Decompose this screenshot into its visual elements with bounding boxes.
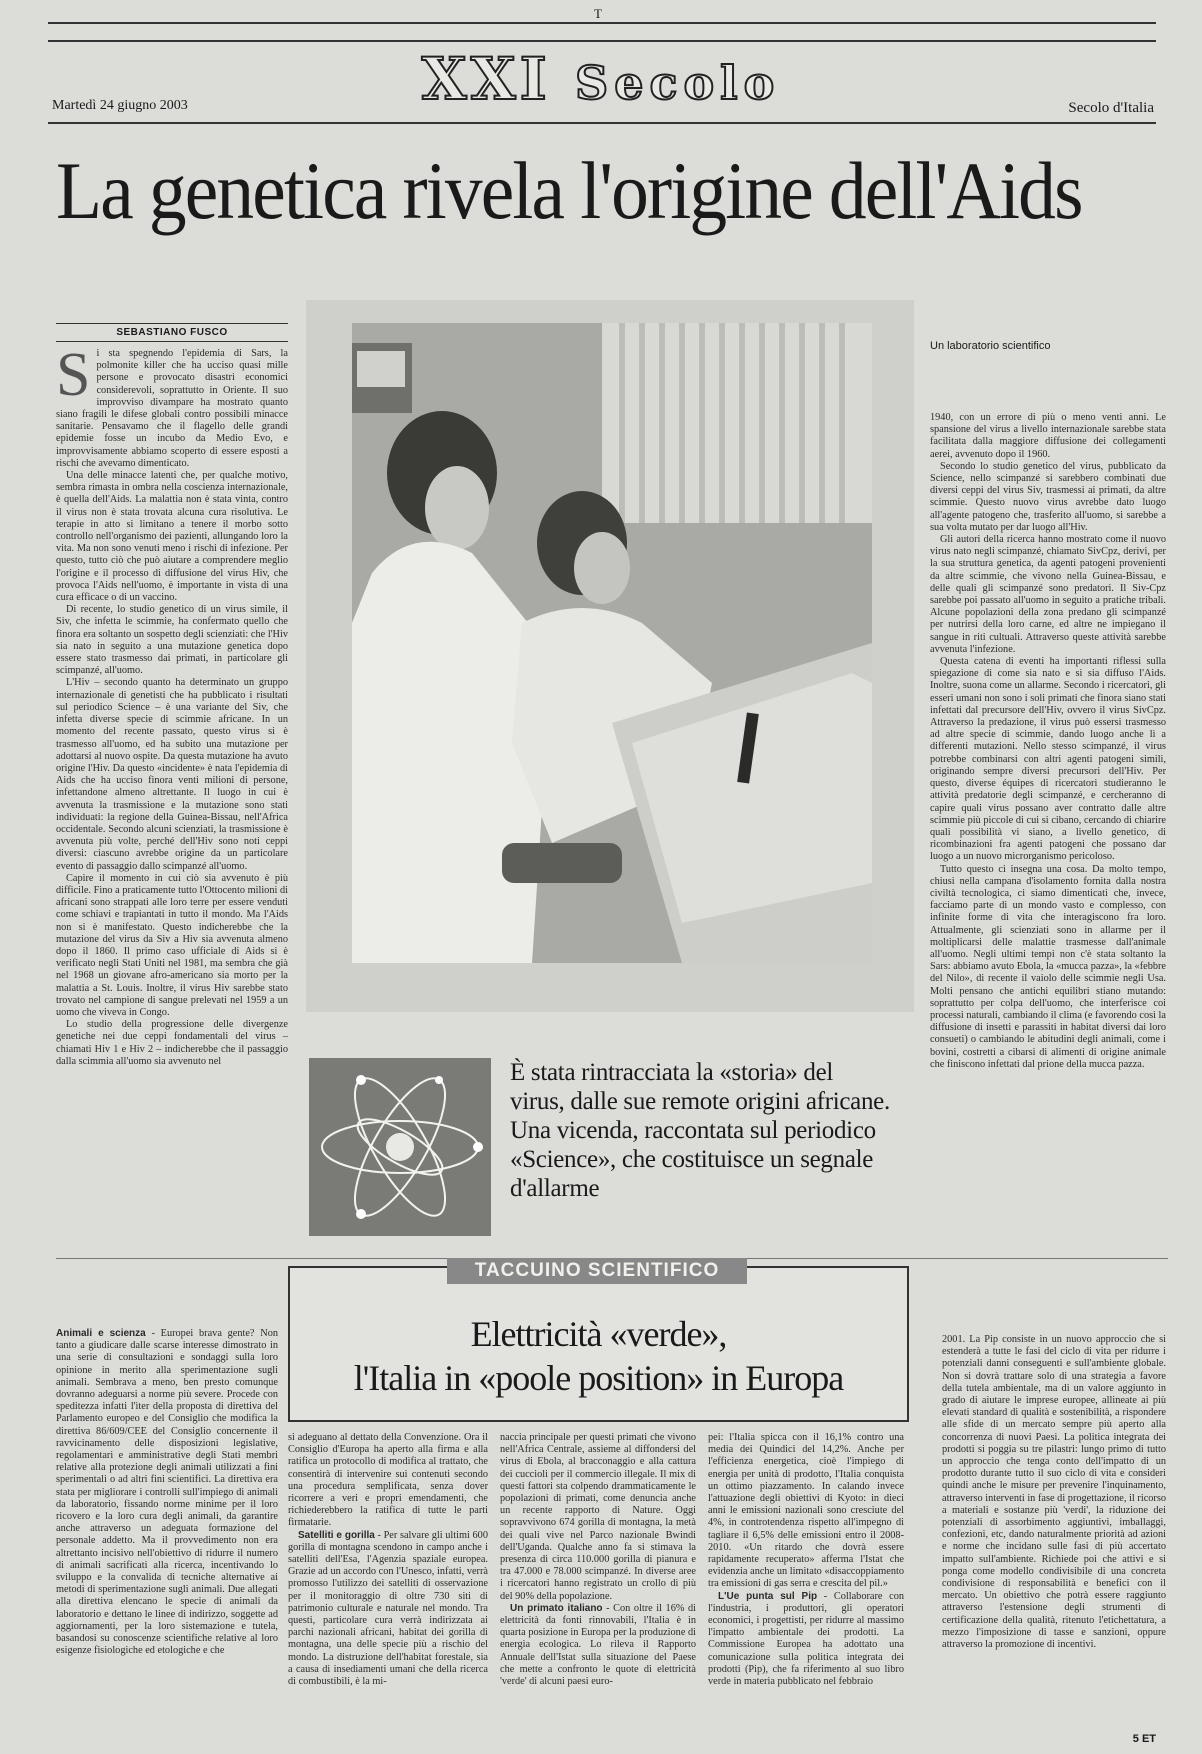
paragraph: Capire il momento in cui ciò sia avvenuto è più difficile. Fino a praticamente tutto l'Ottocento milioni di africani sono strappati alle loro terre per essere venduti come schiavi e trapiantati in tutto il mondo. Ma l'Aids non si è manifestato. Questo indicherebbe che la mutazione del virus da Siv a Hiv sia avvenuta almeno dopo il 1860. Il primo caso ufficiale di Aids si è verificato negli Stati Uniti nel 1981, ma sembra che già nel 1968 un giovane afro-americano sia morto per la malattia a St. Louis. Inoltre, il virus Hiv sarebbe stato trovato nel campione di sangue prelevati nel 1959 a un uomo che viveva in Congo. [56,872,288,1018]
taccuino-column-5: 2001. La Pip consiste in un nuovo approccio che si estenderà a tutte le fasi del ciclo di vita per ridurre i potenziali danni conseguenti e sull'ambiente globale. Non si dovrà trattare solo di una strategia a favore della tutela ambientale, ma di un valore aggiunto in grado di aiutare le imprese europee, allineate ai più elevati standard di qualità e sostenibilità, a rispondere alle sfide di un mercato sempre più aperto alla concorrenza di nuovi Paesi. La politica integrata dei prodotti si poggia su tre pilastri: lungo primo di tutto un approccio che tenga conto dell'impatto di un prodotto durante tutto il suo ciclo di vita e consideri quindi anche le misure per prevenire l'inquinamento, attraverso interventi in fase di progettazione, il ricorso a materiali e sostanze più 'verdi', la riduzione dei potenziali di assorbimento aggiuntivi, imballaggi, confezioni, etc, dando naturalmente priorità ad azioni e norme che incidano sulle fasi di più accertato impatto sull'ambiente. Richiede poi che attivi e si ponga come modello condivisibile di una concreta condivisione di responsabilità e benefici con il mercato. Un obiettivo che potrà essere raggiunto attraverso l'estensione degli strumenti di certificazione della qualità, ritenuto l'etichettatura, a mezzo l'imposizione di tasse e sanzioni, oppure attraverso la promozione di incentivi. [942,1334,1166,1651]
paragraph: Di recente, lo studio genetico di un virus simile, il Siv, che infetta le scimmie, ha confermato quello che finora era soltanto un sospetto degli scienziati: che l'Hiv sia nato in seguito a una mutazione genetica dopo essere stato trasmesso dai primati, in particolare gli scimpanzé, all'uomo. [56,604,288,677]
article-column-1 [56,348,288,1228]
atom-illustration [309,1058,491,1236]
paragraph: i sta spegnendo l'epidemia di Sars, la polmonite killer che ha ucciso quasi mille persone e provocato disastri economici considerevoli, soprattutto in Oriente. Il suo improvviso divampare ha mostrato quanto siano fragili le difese globali contro possibili minacce sanitarie. Pensavamo che il flagello delle grandi epidemie fosse un incubo da Medio Evo, e improvvisamente abbiamo scoperto di essere esposti a rischi che avevamo dimenticato. [56,348,288,469]
issue-date: Martedì 24 giugno 2003 [52,98,188,113]
paragraph: Tutto questo ci insegna una cosa. Da molto tempo, chiusi nella campana d'isolamento fornita dalla nostra civiltà tecnologica, ci siamo dimenticati che, invece, facciamo parte di un mondo vasto e complesso, con infinite forme di vita che interagiscono fra loro. Attualmente, gli scienziati sono in allarme per il moltiplicarsi delle malattie trasmesse dall'animale all'uomo. Negli ultimi tempi non c'è stata soltanto la Sars: abbiamo avuto Ebola, la «mucca pazza», la «febbre del Nilo», di recente il vaiolo delle scimmie negli Usa. Molti pensano che antichi equilibri stiano mutando: soprattutto per colpa dell'uomo, che interferisce coi processi naturali, cambiando il clima (e favorendo così la diffusione di insetti e parassiti in habitat diversi dai loro consueti) o cambiando le abitudini degli animali, come i bovini, costretti a cibarsi di alimenti di origine animale che finiscono infettati dal prione della mucca pazza. [930,863,1166,1070]
paragraph: Gli autori della ricerca hanno mostrato come il nuovo virus nato negli scimpanzé, chiamato SivCpz, derivi, per la sua struttura genetica, da agenti patogeni provenienti da altre scimmie, che vivono nella Guinea-Bissau, e delle quali gli scimpanzé sono predatori. Il Siv-Cpz sarebbe poi passato all'uomo in seguito a pratiche tribali. Alcune popolazioni della zona predano gli scimpanzé per nutrirsi della loro carne, ed altre ne impiegano il sangue in riti cultuali. Attraverso queste attività sarebbe avvenuta l'infezione. [930,534,1166,655]
taccuino-column-1: Animali e scienza - Europei brava gente? Non tanto a giudicare dalle scarse interesse dimostrato in una serie di consultazioni e sondaggi sulla loro opinione in merito alla sperimentazione sugli animali. Sembrava a meno, ben presto comunque dovranno adeguarsi a norme più severe. Procede con speditezza infatti l'iter della proposta di direttiva del Parlamento europeo e del Consiglio che modifica la direttiva 86/609/CEE del Consiglio concernente il ravvicinamento delle disposizioni legislative, regolamentari e amministrative degli Stati membri relative alla protezione degli animali utilizzati a fini sperimentali o ad altri fini scientifici. La direttiva era stata per migliorare i controlli sull'impiego di animali da laboratorio, fissando norme minime per il loro ricovero e la loro cura degli animali, da garantire anche attraverso un adeguata formazione del personale addetto. Ma il provvedimento non era altrettanto incisivo nell'obiettivo di ridurre il numero di animali sacrificati alla ricerca, incentivando lo sviluppo e la convalida di tecniche alternative ai metodi di sperimentazione sugli animali. Due allegati alla direttiva elencano le specie di animali da laboratorio e dettano le linee di indirizzo, soggette ad aggiornamenti, per la loro sistemazione e tutela, basandosi su conoscenze scientifiche relative al loro esigenze fisiologiche ed etologiche e che [56,1328,278,1657]
section-tag: TACCUINO SCIENTIFICO [447,1258,747,1284]
taccuino-box [288,1260,909,1422]
paragraph: Questa catena di eventi ha importanti riflessi sulla spiegazione di come sia nato e si sia diffuso l'Aids. Inoltre, suona come un allarme. Secondo i ricercatori, gli esseri umani non sono i soli primati che finora siano stati infettati dal precursore dell'Hiv, ovvero il virus SivCpz. Attraverso la predazione, il virus può essersi trasmesso ad altre specie di scimmie, dando luogo anche lì a differenti mutazioni. Nello stesso scimpanzé, il virus potrebbe combinarsi con altri agenti patogeni simili, originando sempre diversi precursori dell'Hiv. Per questo, diverse équipes di ricercatori studieranno le attività predatorie degli scimpanzé, e cercheranno di capire quali virus possano aver contratto dalle altre scimmie più piccole di cui si cibano, cercando di chiarire quali possibilità vi siano, a livello genetico, di ricombinazioni fra agenti patogeni che possano dar luogo a un nuovo microrganismo pericoloso. [930,656,1166,863]
dropcap: S [56,348,91,409]
taccuino-title: Elettricità «verde», l'Italia in «poole position» in Europa [353,1314,844,1398]
lab-scene-illustration [352,323,872,963]
paragraph: Secondo lo studio genetico del virus, pubblicato da Science, nello scimpanzé si sarebbero combinati due diversi ceppi del virus Siv, trasmessi ai primati, da altre scimmie. Questo nuovo virus avrebbe dato luogo all'agente patogeno che, trasferito all'uomo, si sarebbe a sua volta mutato per dar luogo all'Hiv. [930,460,1166,533]
page-number: 5 ET [1132,1733,1156,1745]
taccuino-column-2: si adeguano al dettato della Convenzione. Ora il Consiglio d'Europa ha aperto alla firma e alla ratifica un protocollo di modifica al trattato, che consentirà di intervenire sui contenuti secondo una procedura semplificata, senza dover ricorrere a veri e propri emendamenti, che richiederebbero la ratifica di tutte le parti firmatarie. Satelliti e gorilla - Per salvare gli ultimi 600 gorilla di montagna scendono in campo anche i satelliti dell'Esa, l'Agenzia spaziale europea. Grazie ad un accordo con l'Unesco, infatti, verrà promosso l'utilizzo dei satelliti di osservazione per il monitoraggio di oltre 730 siti di patrimonio culturale e naturale nel mondo. Tra questi, particolare cura verrà indirizzata ai parchi nazionali africani, habitat dei gorilla di montagna, una delle specie più a rischio del mondo. La distruzione dell'habitat forestale, sia a causa di insediamenti umani che della ricerca di combustibili, è la mi- [288,1432,488,1688]
paragraph: L'Hiv – secondo quanto ha determinato un gruppo internazionale di genetisti che ha pubblicato i risultati sul periodico Science – è una variante del Siv, che infetta diverse specie di scimmie africane. In un momento del recente passato, questo virus si è trasmesso all'uomo, ed ha subito una mutazione per adottarsi al nuovo ospite. Da questa mutazione ha avuto origine l'Hiv. Da questo «incidente» è nata l'epidemia di Aids che ha ucciso finora venti milioni di persone, infettandone almeno altrettante. Il luogo in cui è avvenuta la trasmissione e la mutazione sono stati individuati: la regione della Guinea-Bissau, nell'Africa occidentale. Secondo alcuni scienziati, la trasmissione è avvenuta più volte, perché dell'Hiv sono noti ceppi diversi: ciascuno avrebbe origine da un particolare evento di passaggio dallo scimpanzé all'uomo. [56,677,288,872]
pull-quote: È stata rintracciata la «storia» del virus, dalle sue remote origini africane. Una vicenda, raccontata sul periodico «Science», che costituisce un segnale d'allarme [510,1059,890,1202]
paragraph: Lo studio della progressione delle divergenze genetiche nei due ceppi fondamentali del virus – chiamati Hiv 1 e Hiv 2 – indicherebbe che il passaggio dalla scimmia all'uomo sia avvenuto nel [56,1019,288,1067]
photo-caption: Un laboratorio scientifico [930,340,1051,352]
taccuino-column-4: pei: l'Italia spicca con il 16,1% contro una media dei Quindici del 14,2%. Anche per l'efficienza energetica, cioè l'impiego di energia per unità di prodotto, l'Italia conquista un ottimo piazzamento. In calando invece l'attuazione degli obiettivi di Kyoto: in dieci anni le emissioni nazionali sono cresciute del 4%, in controtendenza rispetto all'impegno di tagliare il 6,5% delle emissioni entro il 2008-2010. «Un ritardo che dovrà essere rapidamente recuperato» afferma l'Istat che evidenzia anche un limitato «disaccoppiamento tra emissioni di gas serra e crescita del pil.» L'Ue punta sul Pip - Collaborare con l'industria, i produttori, gli operatori economici, i progettisti, per ridurre al massimo l'impatto ambientale dei prodotti. La Commissione Europea ha adottato una comunicazione sulla politica integrata dei prodotti (Pip), che fa riferimento al suo libro verde in materia pubblicato nel febbraio [708,1432,904,1688]
article-column-3 [930,412,1166,1246]
taccuino-column-3: naccia principale per questi primati che vivono nell'Africa Centrale, assieme al diffondersi del virus di Ebola, al bracconaggio e alla cattura dei cuccioli per il commercio illegale. Il mix di questi fattori sta colpendo drammaticamente le popolazioni di primati, come denuncia anche un recente rapporto di Nature. Oggi sopravvivono 674 gorilla di montagna, la metà dei quali vive nel Parco nazionale Bwindi dell'Uganda. Qualche anno fa si stimava la presenza di circa 110.000 gorilla di pianura e tra 47.000 e 78.000 scimpanzé. In diverse aree i ricercatori hanno registrato un crollo di più del 90% della popolazione. Un primato italiano - Con oltre il 16% di elettricità da fonti rinnovabili, l'Italia è in quarta posizione in Europa per la produzione di energia ecologica. Lo rileva il Rapporto Annuale dell'Istat sulla situazione del Paese che mette a confronto le quote di elettricità 'verde' di alcuni paesi euro- [500,1432,696,1688]
paragraph: 1940, con un errore di più o meno venti anni. Le spansione del virus a livello internazionale sarebbe stata facilitata dalla maggiore diffusione dei collegamenti aerei, avvenuto dopo il 1960. [930,412,1166,460]
paragraph: Una delle minacce latenti che, per qualche motivo, sembra rimasta in ombra nella coscienza internazionale, è quella dell'Aids. La malattia non è stata vinta, contro il virus non è stata trovata alcuna cura risolutiva. Le terapie in atto si limitano a tenere il morbo sotto controllo nell'organismo dei pazienti, allungando loro la vita. Ma non sono venuti meno i rischi di infezione. Per questo, tutto ciò che può aiutare a comprendere meglio l'origine e il processo di diffusione del virus Hiv, che provoca l'Aids nell'uomo, è importante in vista di una cura efficace o di un vaccino. [56,470,288,604]
byline: SEBASTIANO FUSCO [116,327,228,338]
laboratory-photo [352,323,872,963]
masthead-logo: XXI Secolo [421,45,781,113]
headline: La genetica rivela l'origine dell'Aids [56,145,1082,236]
newspaper-name: Secolo d'Italia [1068,100,1154,116]
atom-icon [309,1058,491,1236]
top-mark: T [594,6,602,21]
